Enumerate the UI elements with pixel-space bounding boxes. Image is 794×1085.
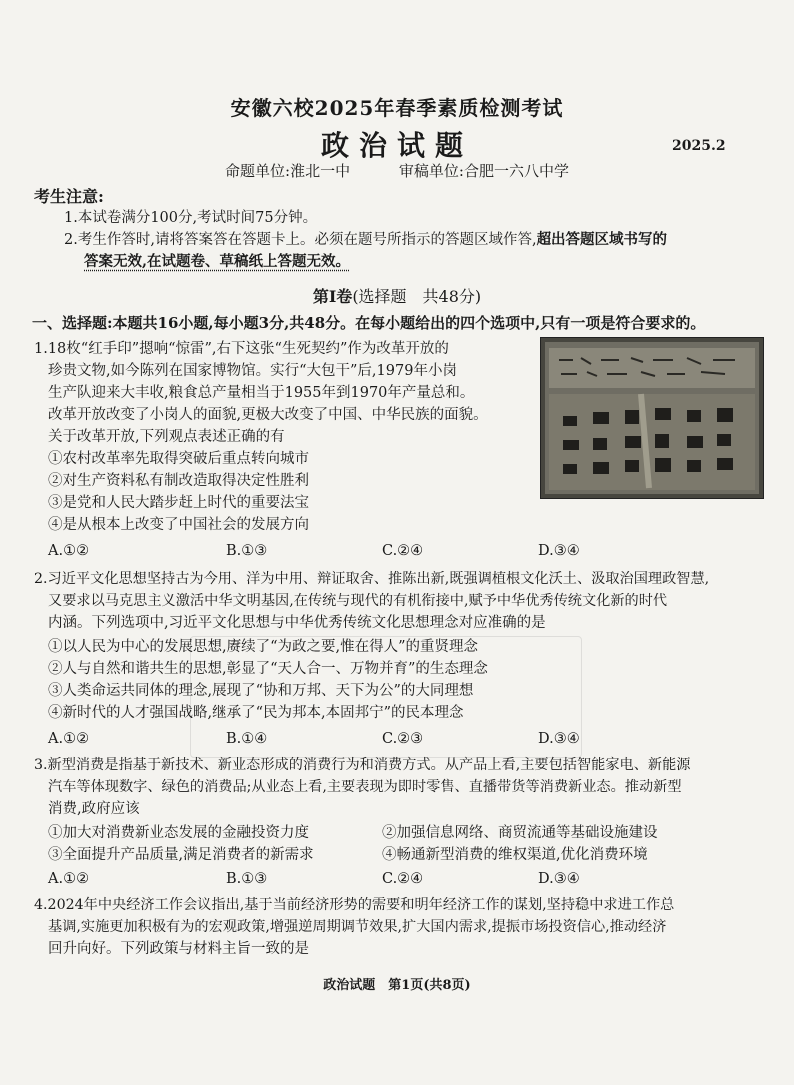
q2-choice: ①以人民为中心的发展思想,赓续了“为政之要,惟在得人”的重贤理念	[48, 639, 479, 655]
q4-line: 4.2024年中央经济工作会议指出,基于当前经济形势的需要和明年经济工作的谋划,坚持稳中求进工作总	[34, 897, 675, 913]
q2-choice: ③人类命运共同体的理念,展现了“协和万邦、天下为公”的大同理想	[48, 683, 474, 699]
q2-option-d: D.③④	[538, 731, 580, 747]
q1-choice: ②对生产资料私有制改造取得决定性胜利	[48, 473, 309, 489]
q1-choice: ①农村改革率先取得突破后重点转向城市	[48, 451, 309, 467]
q1-option-a: A.①②	[48, 543, 90, 559]
section-heading	[0, 284, 794, 307]
q1-line: 生产队迎来大丰收,粮食总产量相当于1955年到1970年产量总和。	[48, 385, 475, 401]
contract-photo-image	[540, 337, 764, 499]
exam-title: 安徽六校2025年春季素质检测考试	[230, 96, 564, 120]
q3-choice: ④畅通新型消费的维权渠道,优化消费环境	[382, 847, 648, 863]
notice-heading: 考生注意:	[34, 187, 104, 206]
section-subtitle: (选择题 共48分)	[352, 287, 482, 306]
q3-line: 汽车等体现数字、绿色的消费品;从业态上看,主要表现为即时零售、直播带货等消费新业态。推动新型	[48, 779, 682, 795]
q3-option-d: D.③④	[538, 871, 580, 887]
notice-item-2-emphasis: 超出答题区域书写的	[536, 231, 668, 248]
subject-title: 政治试题	[320, 129, 473, 162]
notice-item-2-text: 2.考生作答时,请将答案答在答题卡上。必须在题号所指示的答题区域作答,	[64, 232, 537, 248]
reviewer-unit: 审稿单位:合肥一六八中学	[398, 162, 569, 180]
q3-option-a: A.①②	[48, 871, 90, 887]
notice-item-2-continued	[84, 251, 784, 273]
q2-line: 2.习近平文化思想坚持古为今用、洋为中用、辩证取舍、推陈出新,既强调植根文化沃土、汲取治国理政智慧,	[34, 571, 710, 587]
q1-option-c: C.②④	[382, 543, 424, 559]
q2-option-b: B.①④	[226, 731, 268, 747]
q2-option-a: A.①②	[48, 731, 90, 747]
q1-choice: ④是从根本上改变了中国社会的发展方向	[48, 517, 309, 533]
q1-line: 关于改革开放,下列观点表述正确的有	[48, 429, 285, 445]
exam-units	[0, 160, 794, 181]
q3-choice: ①加大对消费新业态发展的金融投资力度	[48, 825, 309, 841]
q3-choice: ②加强信息网络、商贸流通等基础设施建设	[382, 825, 658, 841]
q2-option-c: C.②③	[382, 731, 424, 747]
q2-line: 内涵。下列选项中,习近平文化思想与中华优秀传统文化思想理念对应准确的是	[48, 615, 546, 631]
q2-line: 又要求以马克思主义激活中华文明基因,在传统与现代的有机衔接中,赋予中华优秀传统文化新的时代	[48, 593, 668, 609]
q4-line: 基调,实施更加积极有为的宏观政策,增强逆周期调节效果,扩大国内需求,提振市场投资信心,推动经济	[48, 919, 667, 935]
q1-option-b: B.①③	[226, 543, 268, 559]
notice-item-2-dotted: 答案无效,在试题卷、草稿纸上答题无效。	[84, 253, 351, 270]
q1-line: 1.18枚“红手印”摁响“惊雷”,右下这张“生死契约”作为改革开放的	[34, 341, 449, 357]
q1-line: 改革开放改变了小岗人的面貌,更极大改变了中国、中华民族的面貌。	[48, 407, 488, 423]
notice-item-1: 1.本试卷满分100分,考试时间75分钟。	[64, 210, 318, 226]
q3-line: 3.新型消费是指基于新技术、新业态形成的消费行为和消费方式。从产品上看,主要包括智能家电、新能源	[34, 757, 691, 773]
q3-option-c: C.②④	[382, 871, 424, 887]
q1-line: 珍贵文物,如今陈列在国家博物馆。实行“大包干”后,1979年小岗	[48, 363, 457, 379]
q1-option-d: D.③④	[538, 543, 580, 559]
q3-option-b: B.①③	[226, 871, 268, 887]
part-heading: 一、选择题:本题共16小题,每小题3分,共48分。在每小题给出的四个选项中,只有一项是符合要求的。	[32, 314, 706, 332]
q1-choice: ③是党和人民大踏步赶上时代的重要法宝	[48, 495, 309, 511]
q3-choice: ③全面提升产品质量,满足消费者的新需求	[48, 847, 314, 863]
section-title: 第Ⅰ卷	[312, 287, 353, 306]
q4-line: 回升向好。下列政策与材料主旨一致的是	[48, 941, 309, 957]
page-footer: 政治试题 第1页(共8页)	[323, 978, 471, 993]
q3-line: 消费,政府应该	[48, 801, 140, 817]
q2-choice: ④新时代的人才强国战略,继承了“民为邦本,本固邦宁”的民本理念	[48, 705, 464, 721]
notice-item-2	[64, 229, 764, 251]
author-unit: 命题单位:淮北一中	[225, 162, 351, 180]
q2-choice: ②人与自然和谐共生的思想,彰显了“天人合一、万物并育”的生态理念	[48, 661, 488, 677]
exam-date: 2025.2	[672, 138, 726, 154]
